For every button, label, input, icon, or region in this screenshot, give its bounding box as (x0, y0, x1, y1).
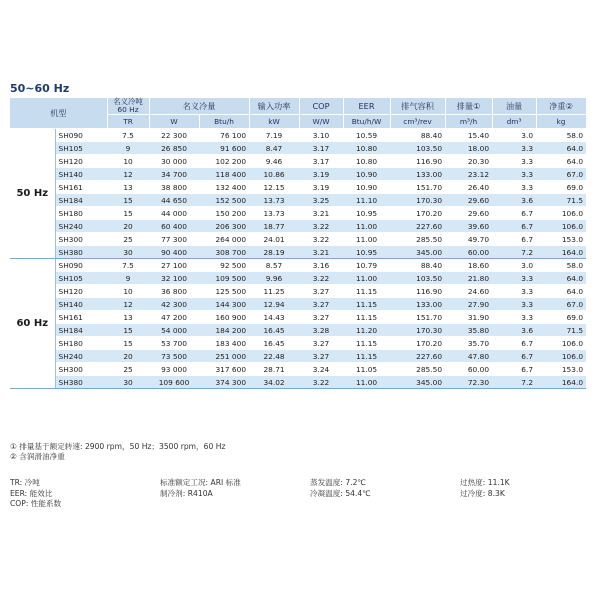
legend-evaporating-temp: 蒸发温度: 7.2℃ (310, 478, 366, 487)
model-cell: SH161 (55, 311, 107, 324)
value-cell: 30 000 (149, 155, 199, 168)
footnotes (10, 442, 225, 462)
value-cell: 227.60 (390, 350, 445, 363)
value-cell: 13 (107, 181, 149, 194)
table-row (10, 220, 586, 233)
value-cell: 3.19 (299, 168, 343, 181)
value-cell: 9.46 (249, 155, 299, 168)
value-cell: 11.00 (343, 272, 390, 285)
value-cell: 11.15 (343, 298, 390, 311)
value-cell: 26.40 (445, 181, 492, 194)
value-cell: 133.00 (390, 168, 445, 181)
value-cell: 3.21 (299, 207, 343, 220)
value-cell: 10.86 (249, 168, 299, 181)
unit-header: TR (107, 115, 149, 129)
value-cell: 64.0 (536, 285, 586, 298)
value-cell: 153.0 (536, 363, 586, 376)
value-cell: 3.21 (299, 246, 343, 259)
value-cell: 36 800 (149, 285, 199, 298)
model-cell: SH161 (55, 181, 107, 194)
value-cell: 10 (107, 155, 149, 168)
spec-table (10, 98, 587, 389)
model-cell: SH184 (55, 194, 107, 207)
value-cell: 73 500 (149, 350, 199, 363)
value-cell: 3.3 (492, 298, 536, 311)
value-cell: 58.0 (536, 129, 586, 142)
table-row (10, 324, 586, 337)
value-cell: 49.70 (445, 233, 492, 246)
value-cell: 21.80 (445, 272, 492, 285)
table-row (10, 155, 586, 168)
header-oil: 油量 (492, 98, 536, 115)
value-cell: 12 (107, 168, 149, 181)
value-cell: 3.3 (492, 285, 536, 298)
value-cell: 264 000 (199, 233, 249, 246)
value-cell: 30 (107, 246, 149, 259)
value-cell: 64.0 (536, 155, 586, 168)
value-cell: 6.7 (492, 220, 536, 233)
value-cell: 3.3 (492, 181, 536, 194)
value-cell: 25 (107, 233, 149, 246)
value-cell: 34.02 (249, 376, 299, 389)
value-cell: 13.73 (249, 194, 299, 207)
value-cell: 9 (107, 272, 149, 285)
value-cell: 24.01 (249, 233, 299, 246)
model-cell: SH300 (55, 233, 107, 246)
value-cell: 11.00 (343, 220, 390, 233)
value-cell: 10.79 (343, 259, 390, 272)
table-row (10, 142, 586, 155)
value-cell: 374 300 (199, 376, 249, 389)
value-cell: 3.0 (492, 129, 536, 142)
value-cell: 38 800 (149, 181, 199, 194)
table-row (10, 376, 586, 389)
value-cell: 3.27 (299, 298, 343, 311)
header-swept-volume: 排量① (445, 98, 492, 115)
value-cell: 64.0 (536, 142, 586, 155)
value-cell: 3.27 (299, 350, 343, 363)
value-cell: 10.90 (343, 181, 390, 194)
footnote-displacement: ① 排量基于额定转速: 2900 rpm，50 Hz；3500 rpm，60 Hz (10, 442, 226, 451)
header-net-weight: 净重② (536, 98, 586, 115)
value-cell: 60.00 (445, 246, 492, 259)
value-cell: 64.0 (536, 272, 586, 285)
model-cell: SH240 (55, 220, 107, 233)
value-cell: 102 200 (199, 155, 249, 168)
table-row (10, 350, 586, 363)
value-cell: 206 300 (199, 220, 249, 233)
value-cell: 3.6 (492, 194, 536, 207)
unit-header: Btu/h/W (343, 115, 390, 129)
value-cell: 3.3 (492, 311, 536, 324)
value-cell: 3.24 (299, 363, 343, 376)
value-cell: 3.19 (299, 181, 343, 194)
value-cell: 35.70 (445, 337, 492, 350)
value-cell: 285.50 (390, 363, 445, 376)
value-cell: 31.90 (445, 311, 492, 324)
value-cell: 7.2 (492, 246, 536, 259)
value-cell: 3.28 (299, 324, 343, 337)
value-cell: 15 (107, 337, 149, 350)
model-cell: SH090 (55, 259, 107, 272)
model-cell: SH105 (55, 142, 107, 155)
value-cell: 11.20 (343, 324, 390, 337)
value-cell: 3.6 (492, 324, 536, 337)
header-cop: COP (299, 98, 343, 115)
value-cell: 13.73 (249, 207, 299, 220)
header-eer: EER (343, 98, 390, 115)
value-cell: 53 700 (149, 337, 199, 350)
value-cell: 151.70 (390, 181, 445, 194)
value-cell: 25 (107, 363, 149, 376)
value-cell: 317 600 (199, 363, 249, 376)
value-cell: 12.94 (249, 298, 299, 311)
value-cell: 20 (107, 220, 149, 233)
value-cell: 103.50 (390, 142, 445, 155)
value-cell: 10.90 (343, 168, 390, 181)
value-cell: 44 000 (149, 207, 199, 220)
model-cell: SH120 (55, 155, 107, 168)
value-cell: 132 400 (199, 181, 249, 194)
value-cell: 92 500 (199, 259, 249, 272)
value-cell: 7.19 (249, 129, 299, 142)
value-cell: 10.80 (343, 142, 390, 155)
value-cell: 150 200 (199, 207, 249, 220)
model-cell: SH180 (55, 207, 107, 220)
value-cell: 26 850 (149, 142, 199, 155)
value-cell: 3.25 (299, 194, 343, 207)
value-cell: 11.10 (343, 194, 390, 207)
value-cell: 183 400 (199, 337, 249, 350)
legend-refrigerant: 制冷剂: R410A (160, 488, 213, 498)
value-cell: 345.00 (390, 246, 445, 259)
value-cell: 170.20 (390, 337, 445, 350)
table-row (10, 181, 586, 194)
value-cell: 164.0 (536, 376, 586, 389)
value-cell: 24.60 (445, 285, 492, 298)
value-cell: 3.16 (299, 259, 343, 272)
value-cell: 14.43 (249, 311, 299, 324)
value-cell: 90 400 (149, 246, 199, 259)
legend-subcooling: 过冷度: 8.3K (460, 488, 505, 498)
model-cell: SH140 (55, 298, 107, 311)
value-cell: 15 (107, 207, 149, 220)
value-cell: 18.77 (249, 220, 299, 233)
value-cell: 47 200 (149, 311, 199, 324)
value-cell: 28.19 (249, 246, 299, 259)
value-cell: 3.22 (299, 233, 343, 246)
model-cell: SH180 (55, 337, 107, 350)
header-capacity-tr-top: 名义冷吨 (113, 97, 143, 106)
value-cell: 12.15 (249, 181, 299, 194)
value-cell: 69.0 (536, 181, 586, 194)
value-cell: 151.70 (390, 311, 445, 324)
value-cell: 118 400 (199, 168, 249, 181)
value-cell: 106.0 (536, 337, 586, 350)
value-cell: 6.7 (492, 350, 536, 363)
unit-header: kg (536, 115, 586, 129)
value-cell: 58.0 (536, 259, 586, 272)
value-cell: 7.5 (107, 129, 149, 142)
value-cell: 152 500 (199, 194, 249, 207)
table-row (10, 272, 586, 285)
header-capacity-tr-sub: 60 Hz (117, 105, 139, 114)
legend-col-3 (310, 478, 371, 499)
table-row (10, 311, 586, 324)
value-cell: 32 100 (149, 272, 199, 285)
value-cell: 18.60 (445, 259, 492, 272)
value-cell: 11.00 (343, 233, 390, 246)
value-cell: 15.40 (445, 129, 492, 142)
legend-col-1 (10, 478, 61, 510)
value-cell: 23.12 (445, 168, 492, 181)
table-row (10, 246, 586, 259)
value-cell: 60 400 (149, 220, 199, 233)
value-cell: 18.00 (445, 142, 492, 155)
value-cell: 308 700 (199, 246, 249, 259)
value-cell: 10.80 (343, 155, 390, 168)
value-cell: 44 650 (149, 194, 199, 207)
value-cell: 10.59 (343, 129, 390, 142)
value-cell: 160 900 (199, 311, 249, 324)
value-cell: 3.22 (299, 220, 343, 233)
legend-condensing-temp: 冷凝温度: 54.4℃ (310, 488, 371, 498)
value-cell: 3.10 (299, 129, 343, 142)
value-cell: 345.00 (390, 376, 445, 389)
table-row (10, 298, 586, 311)
value-cell: 39.60 (445, 220, 492, 233)
value-cell: 11.00 (343, 376, 390, 389)
value-cell: 72.30 (445, 376, 492, 389)
value-cell: 3.22 (299, 272, 343, 285)
value-cell: 11.05 (343, 363, 390, 376)
value-cell: 71.5 (536, 194, 586, 207)
header-nominal-capacity: 名义冷量 (149, 98, 249, 115)
value-cell: 16.45 (249, 337, 299, 350)
value-cell: 227.60 (390, 220, 445, 233)
unit-header: W/W (299, 115, 343, 129)
value-cell: 170.20 (390, 207, 445, 220)
unit-header: Btu/h (199, 115, 249, 129)
frequency-label: 60 Hz (10, 259, 55, 389)
header-capacity-tr (107, 98, 149, 115)
value-cell: 6.7 (492, 233, 536, 246)
value-cell: 27 100 (149, 259, 199, 272)
value-cell: 3.27 (299, 337, 343, 350)
legend-eer: EER: 能效比 (10, 488, 53, 498)
table-row (10, 337, 586, 350)
value-cell: 60.00 (445, 363, 492, 376)
model-cell: SH240 (55, 350, 107, 363)
value-cell: 7.2 (492, 376, 536, 389)
value-cell: 76 100 (199, 129, 249, 142)
table-row (10, 285, 586, 298)
legend-cop: COP: 性能系数 (10, 499, 62, 508)
value-cell: 20 (107, 350, 149, 363)
value-cell: 3.3 (492, 272, 536, 285)
value-cell: 6.7 (492, 337, 536, 350)
footnote-weight: ② 含润滑油净重 (10, 452, 65, 461)
value-cell: 71.5 (536, 324, 586, 337)
legend-superheat: 过热度: 11.1K (460, 478, 510, 487)
value-cell: 6.7 (492, 363, 536, 376)
unit-header: kW (249, 115, 299, 129)
value-cell: 42 300 (149, 298, 199, 311)
value-cell: 16.45 (249, 324, 299, 337)
legend-rating-condition: 标准额定工况: ARI 标准 (160, 478, 241, 487)
value-cell: 15 (107, 324, 149, 337)
value-cell: 93 000 (149, 363, 199, 376)
legend-col-2 (160, 478, 241, 499)
value-cell: 29.60 (445, 207, 492, 220)
value-cell: 3.22 (299, 376, 343, 389)
value-cell: 77 300 (149, 233, 199, 246)
header-model: 机型 (10, 98, 107, 129)
value-cell: 116.90 (390, 285, 445, 298)
value-cell: 12 (107, 298, 149, 311)
value-cell: 3.27 (299, 285, 343, 298)
legend-col-4 (460, 478, 510, 499)
value-cell: 10 (107, 285, 149, 298)
value-cell: 22 300 (149, 129, 199, 142)
legend-tr: TR: 冷吨 (10, 478, 40, 487)
unit-header: m³/h (445, 115, 492, 129)
table-row (10, 233, 586, 246)
value-cell: 3.27 (299, 311, 343, 324)
value-cell: 10.95 (343, 246, 390, 259)
value-cell: 3.3 (492, 155, 536, 168)
header-power-input: 输入功率 (249, 98, 299, 115)
model-cell: SH380 (55, 246, 107, 259)
value-cell: 88.40 (390, 259, 445, 272)
value-cell: 11.15 (343, 285, 390, 298)
value-cell: 103.50 (390, 272, 445, 285)
value-cell: 67.0 (536, 168, 586, 181)
value-cell: 170.30 (390, 194, 445, 207)
value-cell: 3.0 (492, 259, 536, 272)
table-body (10, 129, 586, 389)
header-displacement: 排气容积 (390, 98, 445, 115)
value-cell: 47.80 (445, 350, 492, 363)
value-cell: 28.71 (249, 363, 299, 376)
value-cell: 106.0 (536, 350, 586, 363)
value-cell: 91 600 (199, 142, 249, 155)
value-cell: 106.0 (536, 220, 586, 233)
value-cell: 8.47 (249, 142, 299, 155)
value-cell: 88.40 (390, 129, 445, 142)
value-cell: 184 200 (199, 324, 249, 337)
value-cell: 3.3 (492, 168, 536, 181)
table-row (10, 363, 586, 376)
value-cell: 125 500 (199, 285, 249, 298)
value-cell: 10.95 (343, 207, 390, 220)
value-cell: 22.48 (249, 350, 299, 363)
unit-header: dm³ (492, 115, 536, 129)
value-cell: 29.60 (445, 194, 492, 207)
page-title: 50~60 Hz (10, 82, 70, 95)
frequency-label: 50 Hz (10, 129, 55, 259)
value-cell: 20.30 (445, 155, 492, 168)
value-cell: 11.15 (343, 311, 390, 324)
value-cell: 11.15 (343, 350, 390, 363)
value-cell: 116.90 (390, 155, 445, 168)
unit-header: cm³/rev (390, 115, 445, 129)
value-cell: 35.80 (445, 324, 492, 337)
value-cell: 15 (107, 194, 149, 207)
value-cell: 13 (107, 311, 149, 324)
model-cell: SH380 (55, 376, 107, 389)
value-cell: 3.3 (492, 142, 536, 155)
value-cell: 67.0 (536, 298, 586, 311)
value-cell: 30 (107, 376, 149, 389)
table-row (10, 259, 586, 272)
value-cell: 54 000 (149, 324, 199, 337)
model-cell: SH184 (55, 324, 107, 337)
value-cell: 9 (107, 142, 149, 155)
value-cell: 109 500 (199, 272, 249, 285)
value-cell: 9.96 (249, 272, 299, 285)
table-row (10, 168, 586, 181)
value-cell: 164.0 (536, 246, 586, 259)
model-cell: SH105 (55, 272, 107, 285)
model-cell: SH140 (55, 168, 107, 181)
value-cell: 34 700 (149, 168, 199, 181)
value-cell: 109 600 (149, 376, 199, 389)
model-cell: SH300 (55, 363, 107, 376)
model-cell: SH090 (55, 129, 107, 142)
value-cell: 285.50 (390, 233, 445, 246)
value-cell: 11.25 (249, 285, 299, 298)
value-cell: 251 000 (199, 350, 249, 363)
value-cell: 6.7 (492, 207, 536, 220)
unit-header: W (149, 115, 199, 129)
value-cell: 133.00 (390, 298, 445, 311)
value-cell: 7.5 (107, 259, 149, 272)
value-cell: 106.0 (536, 207, 586, 220)
value-cell: 27.90 (445, 298, 492, 311)
value-cell: 144 300 (199, 298, 249, 311)
value-cell: 3.17 (299, 142, 343, 155)
table-row (10, 194, 586, 207)
model-cell: SH120 (55, 285, 107, 298)
table-row (10, 129, 586, 142)
table-row (10, 207, 586, 220)
value-cell: 153.0 (536, 233, 586, 246)
value-cell: 69.0 (536, 311, 586, 324)
value-cell: 170.30 (390, 324, 445, 337)
value-cell: 3.17 (299, 155, 343, 168)
value-cell: 8.57 (249, 259, 299, 272)
value-cell: 11.15 (343, 337, 390, 350)
